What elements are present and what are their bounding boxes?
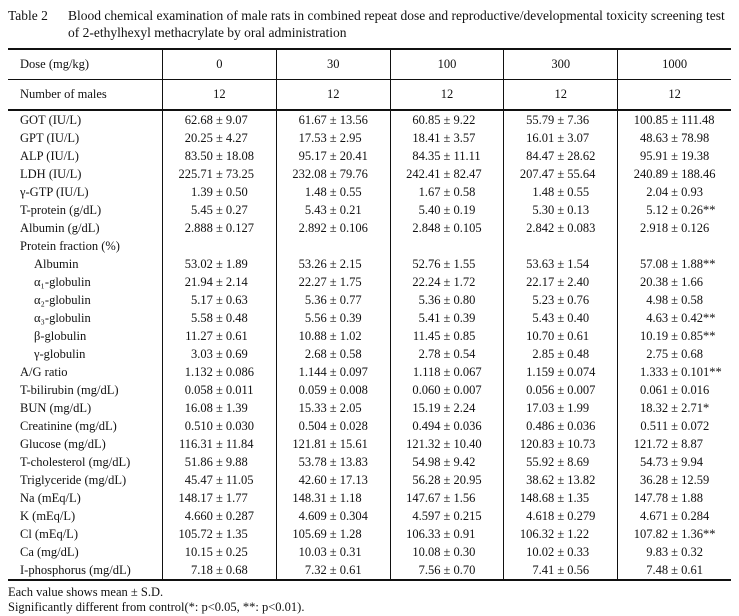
value-cell: 2.888 ± 0.127 [162, 219, 276, 237]
value-cell: 4.609 ± 0.304 [276, 507, 390, 525]
table-row [8, 543, 731, 561]
table-row [8, 183, 731, 201]
value-cell: 1.132 ± 0.086 [162, 363, 276, 381]
footnote-mean-sd: Each value shows mean ± S.D. [8, 585, 164, 599]
footnote-significance: Significantly different from control(*: p<0.05, **: p<0.01). [8, 600, 305, 614]
row-label: BUN (mg/dL) [20, 400, 92, 415]
table-row [8, 507, 731, 525]
table-title: Blood chemical examination of male rats in combined repeat dose and reproductive/developmental toxicity screening test of 2-ethylhexyl methacrylate by oral administration [68, 8, 725, 40]
value-cell: 20.25 ± 4.27 [162, 129, 276, 147]
value-cell: 16.08 ± 1.39 [162, 399, 276, 417]
value-cell: 0.056 ± 0.007 [503, 381, 617, 399]
header-cell: 100 [390, 50, 504, 79]
value-cell: 4.597 ± 0.215 [390, 507, 504, 525]
row-label: Triglyceride (mg/dL) [20, 472, 127, 487]
value-cell: 95.17 ± 20.41 [276, 147, 390, 165]
footnotes [8, 585, 731, 615]
value-cell: 232.08 ± 79.76 [276, 165, 390, 183]
value-cell: 10.15 ± 0.25 [162, 543, 276, 561]
value-cell: 2.85 ± 0.48 [503, 345, 617, 363]
value-cell: 2.892 ± 0.106 [276, 219, 390, 237]
value-cell: 4.618 ± 0.279 [503, 507, 617, 525]
value-cell: 15.19 ± 2.24 [390, 399, 504, 417]
header-cell: 12 [276, 80, 390, 109]
value-cell: 10.70 ± 0.61 [503, 327, 617, 345]
table-row [8, 255, 731, 273]
value-cell: 1.118 ± 0.067 [390, 363, 504, 381]
table-row [8, 201, 731, 219]
value-cell: 57.08 ± 1.88** [617, 255, 731, 273]
value-cell: 1.144 ± 0.097 [276, 363, 390, 381]
row-label: β-globulin [34, 328, 87, 343]
value-cell: 147.67 ± 1.56 [390, 489, 504, 507]
data-table [8, 48, 731, 581]
value-cell: 10.02 ± 0.33 [503, 543, 617, 561]
value-cell: 48.63 ± 78.98 [617, 129, 731, 147]
value-cell: 106.33 ± 0.91 [390, 525, 504, 543]
value-cell: 16.01 ± 3.07 [503, 129, 617, 147]
value-cell: 18.32 ± 2.71* [617, 399, 731, 417]
value-cell: 53.26 ± 2.15 [276, 255, 390, 273]
value-cell: 148.31 ± 1.18 [276, 489, 390, 507]
value-cell: 54.73 ± 9.94 [617, 453, 731, 471]
value-cell: 121.72 ± 8.87 [617, 435, 731, 453]
table-row [8, 489, 731, 507]
table-row [8, 309, 731, 327]
value-cell: 1.333 ± 0.101** [617, 363, 731, 381]
value-cell: 1.39 ± 0.50 [162, 183, 276, 201]
table-row [8, 525, 731, 543]
row-label: GOT (IU/L) [20, 112, 82, 127]
row-label: GPT (IU/L) [20, 130, 80, 145]
row-label: LDH (IU/L) [20, 166, 82, 181]
value-cell: 7.18 ± 0.68 [162, 561, 276, 579]
row-label: α₁-globulin [34, 274, 91, 289]
value-cell: 53.02 ± 1.89 [162, 255, 276, 273]
row-label: Albumin (g/dL) [20, 220, 100, 235]
value-cell: 5.36 ± 0.77 [276, 291, 390, 309]
value-cell: 84.47 ± 28.62 [503, 147, 617, 165]
value-cell: 83.50 ± 18.08 [162, 147, 276, 165]
value-cell: 100.85 ± 111.48 [617, 111, 731, 129]
value-cell: 55.92 ± 8.69 [503, 453, 617, 471]
table-row [8, 237, 731, 255]
value-cell: 0.510 ± 0.030 [162, 417, 276, 435]
table-row [8, 129, 731, 147]
table-row [8, 273, 731, 291]
value-cell: 0.059 ± 0.008 [276, 381, 390, 399]
value-cell: 2.75 ± 0.68 [617, 345, 731, 363]
value-cell: 22.27 ± 1.75 [276, 273, 390, 291]
value-cell: 2.918 ± 0.126 [617, 219, 731, 237]
value-cell: 10.03 ± 0.31 [276, 543, 390, 561]
value-cell: 17.03 ± 1.99 [503, 399, 617, 417]
header-cell: 1000 [617, 50, 731, 79]
row-label: α₃-globulin [34, 310, 91, 325]
value-cell: 148.17 ± 1.77 [162, 489, 276, 507]
value-cell: 10.19 ± 0.85** [617, 327, 731, 345]
value-cell [276, 237, 390, 255]
row-label: Cl (mEq/L) [20, 526, 78, 541]
value-cell: 5.58 ± 0.48 [162, 309, 276, 327]
value-cell: 0.060 ± 0.007 [390, 381, 504, 399]
value-cell: 5.30 ± 0.13 [503, 201, 617, 219]
dose-header-row [8, 50, 731, 80]
value-cell: 4.98 ± 0.58 [617, 291, 731, 309]
value-cell: 0.504 ± 0.028 [276, 417, 390, 435]
value-cell: 54.98 ± 9.42 [390, 453, 504, 471]
value-cell: 22.24 ± 1.72 [390, 273, 504, 291]
value-cell: 38.62 ± 13.82 [503, 471, 617, 489]
table-row [8, 435, 731, 453]
value-cell: 5.40 ± 0.19 [390, 201, 504, 219]
value-cell: 3.03 ± 0.69 [162, 345, 276, 363]
value-cell: 1.48 ± 0.55 [503, 183, 617, 201]
value-cell: 2.842 ± 0.083 [503, 219, 617, 237]
value-cell: 60.85 ± 9.22 [390, 111, 504, 129]
table-caption [0, 0, 739, 41]
header-cell: 12 [162, 80, 276, 109]
table-row [8, 471, 731, 489]
row-label: Glucose (mg/dL) [20, 436, 106, 451]
value-cell: 36.28 ± 12.59 [617, 471, 731, 489]
value-cell: 0.511 ± 0.072 [617, 417, 731, 435]
table-body [8, 111, 731, 579]
row-label: γ-globulin [34, 346, 86, 361]
header-cell: 30 [276, 50, 390, 79]
value-cell [390, 237, 504, 255]
row-label: α₂-globulin [34, 292, 91, 307]
value-cell: 116.31 ± 11.84 [162, 435, 276, 453]
value-cell: 147.78 ± 1.88 [617, 489, 731, 507]
table-row [8, 561, 731, 579]
header-cell: 0 [162, 50, 276, 79]
value-cell: 7.56 ± 0.70 [390, 561, 504, 579]
value-cell: 11.45 ± 0.85 [390, 327, 504, 345]
row-label: T-cholesterol (mg/dL) [20, 454, 131, 469]
value-cell: 5.41 ± 0.39 [390, 309, 504, 327]
table-row [8, 417, 731, 435]
value-cell: 0.058 ± 0.011 [162, 381, 276, 399]
row-label: A/G ratio [20, 364, 68, 379]
value-cell: 95.91 ± 19.38 [617, 147, 731, 165]
table-row [8, 291, 731, 309]
row-label: Ca (mg/dL) [20, 544, 79, 559]
value-cell: 17.53 ± 2.95 [276, 129, 390, 147]
row-label: K (mEq/L) [20, 508, 76, 523]
value-cell: 5.12 ± 0.26** [617, 201, 731, 219]
value-cell: 148.68 ± 1.35 [503, 489, 617, 507]
value-cell: 5.36 ± 0.80 [390, 291, 504, 309]
table-row [8, 327, 731, 345]
value-cell: 1.48 ± 0.55 [276, 183, 390, 201]
value-cell: 2.848 ± 0.105 [390, 219, 504, 237]
value-cell: 52.76 ± 1.55 [390, 255, 504, 273]
value-cell: 7.48 ± 0.61 [617, 561, 731, 579]
row-label: I-phosphorus (mg/dL) [20, 562, 131, 577]
value-cell: 0.494 ± 0.036 [390, 417, 504, 435]
value-cell: 84.35 ± 11.11 [390, 147, 504, 165]
value-cell: 105.69 ± 1.28 [276, 525, 390, 543]
value-cell: 61.67 ± 13.56 [276, 111, 390, 129]
value-cell: 7.32 ± 0.61 [276, 561, 390, 579]
table-row [8, 165, 731, 183]
header-cell: 12 [617, 80, 731, 109]
value-cell: 53.63 ± 1.54 [503, 255, 617, 273]
header-cell: 12 [503, 80, 617, 109]
table-row [8, 147, 731, 165]
value-cell [162, 237, 276, 255]
number-of-males-row [8, 80, 731, 111]
value-cell: 11.27 ± 0.61 [162, 327, 276, 345]
value-cell: 105.72 ± 1.35 [162, 525, 276, 543]
value-cell: 240.89 ± 188.46 [617, 165, 731, 183]
value-cell: 7.41 ± 0.56 [503, 561, 617, 579]
value-cell: 22.17 ± 2.40 [503, 273, 617, 291]
value-cell: 121.32 ± 10.40 [390, 435, 504, 453]
value-cell: 1.159 ± 0.074 [503, 363, 617, 381]
value-cell: 5.23 ± 0.76 [503, 291, 617, 309]
table-row [8, 453, 731, 471]
value-cell: 225.71 ± 73.25 [162, 165, 276, 183]
value-cell: 106.32 ± 1.22 [503, 525, 617, 543]
value-cell: 120.83 ± 10.73 [503, 435, 617, 453]
row-label: T-bilirubin (mg/dL) [20, 382, 119, 397]
header-cell: 300 [503, 50, 617, 79]
row-label: ALP (IU/L) [20, 148, 79, 163]
table-row [8, 345, 731, 363]
value-cell: 21.94 ± 2.14 [162, 273, 276, 291]
row-label: Protein fraction (%) [20, 238, 120, 253]
value-cell: 207.47 ± 55.64 [503, 165, 617, 183]
row-label: Albumin [34, 256, 79, 271]
table-row [8, 219, 731, 237]
value-cell: 2.78 ± 0.54 [390, 345, 504, 363]
value-cell: 4.671 ± 0.284 [617, 507, 731, 525]
value-cell: 51.86 ± 9.88 [162, 453, 276, 471]
table-number: Table 2 [8, 8, 48, 23]
value-cell: 2.68 ± 0.58 [276, 345, 390, 363]
table-row [8, 363, 731, 381]
value-cell: 2.04 ± 0.93 [617, 183, 731, 201]
row-label: Na (mEq/L) [20, 490, 81, 505]
value-cell: 5.45 ± 0.27 [162, 201, 276, 219]
value-cell: 55.79 ± 7.36 [503, 111, 617, 129]
value-cell: 0.061 ± 0.016 [617, 381, 731, 399]
value-cell: 9.83 ± 0.32 [617, 543, 731, 561]
value-cell: 107.82 ± 1.36** [617, 525, 731, 543]
header-cell: 12 [390, 80, 504, 109]
value-cell: 5.17 ± 0.63 [162, 291, 276, 309]
value-cell: 5.43 ± 0.40 [503, 309, 617, 327]
value-cell: 18.41 ± 3.57 [390, 129, 504, 147]
value-cell [503, 237, 617, 255]
value-cell: 4.63 ± 0.42** [617, 309, 731, 327]
value-cell: 10.08 ± 0.30 [390, 543, 504, 561]
value-cell: 45.47 ± 11.05 [162, 471, 276, 489]
table-row [8, 381, 731, 399]
n-row-label: Number of males [20, 87, 107, 101]
row-label: Creatinine (mg/dL) [20, 418, 117, 433]
value-cell: 20.38 ± 1.66 [617, 273, 731, 291]
value-cell: 62.68 ± 9.07 [162, 111, 276, 129]
dose-row-label: Dose (mg/kg) [20, 57, 90, 71]
value-cell [617, 237, 731, 255]
row-label: γ-GTP (IU/L) [20, 184, 89, 199]
row-label: T-protein (g/dL) [20, 202, 102, 217]
value-cell: 53.78 ± 13.83 [276, 453, 390, 471]
value-cell: 15.33 ± 2.05 [276, 399, 390, 417]
value-cell: 1.67 ± 0.58 [390, 183, 504, 201]
table-row [8, 399, 731, 417]
table-row [8, 111, 731, 129]
value-cell: 42.60 ± 17.13 [276, 471, 390, 489]
value-cell: 121.81 ± 15.61 [276, 435, 390, 453]
value-cell: 0.486 ± 0.036 [503, 417, 617, 435]
value-cell: 5.43 ± 0.21 [276, 201, 390, 219]
value-cell: 5.56 ± 0.39 [276, 309, 390, 327]
value-cell: 10.88 ± 1.02 [276, 327, 390, 345]
value-cell: 242.41 ± 82.47 [390, 165, 504, 183]
value-cell: 56.28 ± 20.95 [390, 471, 504, 489]
value-cell: 4.660 ± 0.287 [162, 507, 276, 525]
